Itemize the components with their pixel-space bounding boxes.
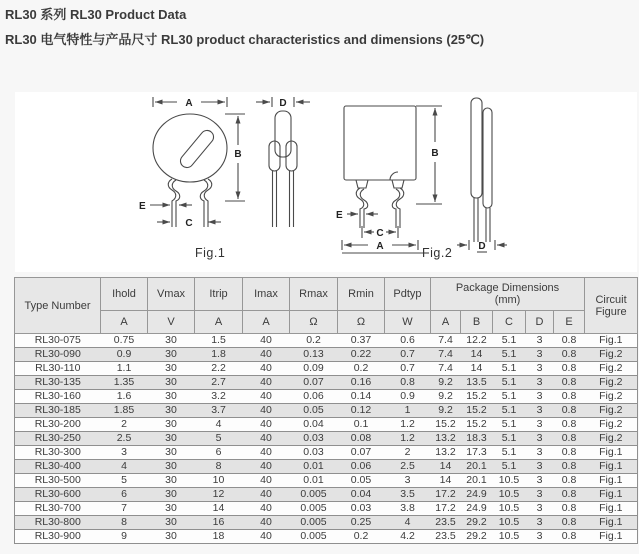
fig2-dim-c-label: C [376, 228, 384, 239]
pdtyp-cell: 3.8 [385, 502, 431, 516]
dim-e-cell: 0.8 [554, 334, 585, 348]
vmax-cell: 30 [148, 376, 195, 390]
ihold-cell: 1.35 [101, 376, 148, 390]
circuit-figure-line1: Circuit [595, 293, 627, 306]
fig2-dim-e [336, 210, 378, 221]
dim-c-cell: 10.5 [493, 502, 526, 516]
imax-cell: 40 [243, 362, 290, 376]
rmin-cell: 0.37 [338, 334, 385, 348]
itrip-cell: 3.2 [195, 390, 243, 404]
table-row [15, 516, 638, 530]
fig2-dim-d-label: D [478, 241, 486, 252]
vmax-cell: 30 [148, 474, 195, 488]
itrip-cell: 10 [195, 474, 243, 488]
type-number-cell: RL30-110 [15, 362, 101, 376]
rmin-cell: 0.12 [338, 404, 385, 418]
vmax-cell: 30 [148, 348, 195, 362]
col-header-vmax: Vmax [148, 278, 195, 311]
dim-c-cell: 5.1 [493, 418, 526, 432]
circuit-figure-cell: Fig.1 [585, 460, 638, 474]
dim-a-cell: 7.4 [431, 362, 461, 376]
itrip-cell: 1.5 [195, 334, 243, 348]
dim-b-cell: 29.2 [461, 530, 493, 544]
fig1-side-dim-d [256, 97, 310, 109]
dim-a-cell: 17.2 [431, 488, 461, 502]
dimension-drawings-panel [15, 92, 637, 272]
ihold-cell: 6 [101, 488, 148, 502]
vmax-cell: 30 [148, 488, 195, 502]
fig2-side-dim-d [457, 240, 507, 252]
dim-b-cell: 12.2 [461, 334, 493, 348]
imax-cell: 40 [243, 418, 290, 432]
table-row [15, 404, 638, 418]
page-title-line2: RL30 电气特性与产品尺寸 RL30 product characteristics and dimensions (25℃) [5, 32, 485, 47]
fig2-front-drawing [336, 92, 464, 256]
type-number-cell: RL30-600 [15, 488, 101, 502]
circuit-figure-line2: Figure [595, 305, 627, 318]
fig1-dim-e [139, 201, 192, 212]
pdtyp-cell: 0.7 [385, 348, 431, 362]
dim-e-cell: 0.8 [554, 432, 585, 446]
fig2-dim-b-label: B [431, 148, 439, 159]
table-row [15, 376, 638, 390]
rmin-cell: 0.1 [338, 418, 385, 432]
fig2-dim-a [342, 240, 424, 253]
circuit-figure-cell: Fig.1 [585, 530, 638, 544]
table-row [15, 488, 638, 502]
dim-d-cell: 3 [526, 460, 554, 474]
pdtyp-cell: 0.6 [385, 334, 431, 348]
dim-b-cell: 29.2 [461, 516, 493, 530]
type-number-cell: RL30-090 [15, 348, 101, 362]
pdtyp-cell: 0.7 [385, 362, 431, 376]
pdtyp-cell: 4 [385, 516, 431, 530]
circuit-figure-cell: Fig.2 [585, 432, 638, 446]
circuit-figure-cell: Fig.2 [585, 362, 638, 376]
imax-cell: 40 [243, 404, 290, 418]
rmax-cell: 0.03 [290, 446, 338, 460]
itrip-cell: 8 [195, 460, 243, 474]
fig2-dim-c [362, 226, 398, 239]
rmin-cell: 0.2 [338, 530, 385, 544]
imax-cell: 40 [243, 516, 290, 530]
dim-e-cell: 0.8 [554, 376, 585, 390]
table-row [15, 460, 638, 474]
dim-c-cell: 5.1 [493, 362, 526, 376]
imax-cell: 40 [243, 460, 290, 474]
fig2-side-drawing [457, 92, 515, 256]
pdtyp-cell: 2 [385, 446, 431, 460]
rmax-cell: 0.06 [290, 390, 338, 404]
dim-e-cell: 0.8 [554, 516, 585, 530]
fig1-caption: Fig.1 [195, 246, 226, 260]
dim-a-cell: 23.5 [431, 516, 461, 530]
table-row [15, 390, 638, 404]
package-dimensions-title: Package Dimensions [455, 282, 560, 294]
itrip-cell: 2.2 [195, 362, 243, 376]
rmax-cell: 0.01 [290, 460, 338, 474]
dim-e-cell: 0.8 [554, 488, 585, 502]
col-header-pdtyp: Pdtyp [385, 278, 431, 311]
itrip-cell: 4 [195, 418, 243, 432]
dim-e-cell: 0.8 [554, 446, 585, 460]
ihold-cell: 0.9 [101, 348, 148, 362]
col-header-rmax: Rmax [290, 278, 338, 311]
unit-ihold: A [101, 311, 148, 334]
fig1-body-slot [180, 130, 213, 167]
imax-cell: 40 [243, 446, 290, 460]
rmax-cell: 0.07 [290, 376, 338, 390]
vmax-cell: 30 [148, 530, 195, 544]
type-number-cell: RL30-900 [15, 530, 101, 544]
dim-d-cell: 3 [526, 418, 554, 432]
dim-a-cell: 9.2 [431, 390, 461, 404]
circuit-figure-cell: Fig.1 [585, 488, 638, 502]
dim-c-cell: 5.1 [493, 460, 526, 474]
rmin-cell: 0.07 [338, 446, 385, 460]
fig1-dim-d-label: D [279, 98, 287, 109]
dim-c-cell: 5.1 [493, 432, 526, 446]
type-number-cell: RL30-160 [15, 390, 101, 404]
dim-col-c: C [493, 311, 526, 334]
unit-pdtyp: W [385, 311, 431, 334]
type-number-cell: RL30-400 [15, 460, 101, 474]
dim-b-cell: 13.5 [461, 376, 493, 390]
rmin-cell: 0.22 [338, 348, 385, 362]
pdtyp-cell: 3 [385, 474, 431, 488]
dim-d-cell: 3 [526, 474, 554, 488]
ihold-cell: 9 [101, 530, 148, 544]
dim-b-cell: 15.2 [461, 418, 493, 432]
page-title-line1: RL30 系列 RL30 Product Data [5, 7, 187, 22]
rmin-cell: 0.05 [338, 474, 385, 488]
pdtyp-cell: 0.8 [385, 376, 431, 390]
dim-a-cell: 14 [431, 460, 461, 474]
circuit-figure-cell: Fig.2 [585, 348, 638, 362]
col-header-imax: Imax [243, 278, 290, 311]
circuit-figure-cell: Fig.1 [585, 502, 638, 516]
itrip-cell: 6 [195, 446, 243, 460]
rmax-cell: 0.005 [290, 516, 338, 530]
ihold-cell: 2 [101, 418, 148, 432]
rmin-cell: 0.2 [338, 362, 385, 376]
table-row [15, 348, 638, 362]
ihold-cell: 5 [101, 474, 148, 488]
dim-d-cell: 3 [526, 502, 554, 516]
itrip-cell: 5 [195, 432, 243, 446]
rmax-cell: 0.13 [290, 348, 338, 362]
rmin-cell: 0.04 [338, 488, 385, 502]
dim-e-cell: 0.8 [554, 348, 585, 362]
pdtyp-cell: 0.9 [385, 390, 431, 404]
fig2-dim-a-label: A [376, 241, 384, 252]
page-header [5, 7, 484, 48]
table-row [15, 446, 638, 460]
ihold-cell: 1.85 [101, 404, 148, 418]
ihold-cell: 8 [101, 516, 148, 530]
dim-c-cell: 5.1 [493, 446, 526, 460]
imax-cell: 40 [243, 376, 290, 390]
itrip-cell: 1.8 [195, 348, 243, 362]
imax-cell: 40 [243, 502, 290, 516]
ihold-cell: 1.6 [101, 390, 148, 404]
col-header-circuit-figure [585, 278, 638, 334]
circuit-figure-cell: Fig.1 [585, 474, 638, 488]
dim-b-cell: 14 [461, 348, 493, 362]
imax-cell: 40 [243, 390, 290, 404]
dim-d-cell: 3 [526, 488, 554, 502]
fig2-side-leads [474, 198, 490, 242]
dim-c-cell: 5.1 [493, 404, 526, 418]
dim-b-cell: 24.9 [461, 502, 493, 516]
dim-c-cell: 5.1 [493, 348, 526, 362]
table-row [15, 530, 638, 544]
rmin-cell: 0.03 [338, 502, 385, 516]
itrip-cell: 2.7 [195, 376, 243, 390]
type-number-cell: RL30-500 [15, 474, 101, 488]
itrip-cell: 14 [195, 502, 243, 516]
table-row [15, 362, 638, 376]
ihold-cell: 3 [101, 446, 148, 460]
dim-c-cell: 10.5 [493, 488, 526, 502]
dim-e-cell: 0.8 [554, 418, 585, 432]
dim-d-cell: 3 [526, 432, 554, 446]
dim-c-cell: 10.5 [493, 530, 526, 544]
rmax-cell: 0.04 [290, 418, 338, 432]
itrip-cell: 3.7 [195, 404, 243, 418]
ihold-cell: 1.1 [101, 362, 148, 376]
dim-d-cell: 3 [526, 516, 554, 530]
dim-b-cell: 20.1 [461, 460, 493, 474]
circuit-figure-cell: Fig.2 [585, 390, 638, 404]
unit-rmin: Ω [338, 311, 385, 334]
dim-b-cell: 24.9 [461, 488, 493, 502]
ihold-cell: 4 [101, 460, 148, 474]
pdtyp-cell: 1 [385, 404, 431, 418]
rmax-cell: 0.2 [290, 334, 338, 348]
col-header-itrip: Itrip [195, 278, 243, 311]
dim-d-cell: 3 [526, 390, 554, 404]
unit-rmax: Ω [290, 311, 338, 334]
package-dimensions-unit: (mm) [494, 294, 521, 306]
dim-e-cell: 0.8 [554, 530, 585, 544]
imax-cell: 40 [243, 348, 290, 362]
dim-d-cell: 3 [526, 334, 554, 348]
vmax-cell: 30 [148, 404, 195, 418]
dim-a-cell: 7.4 [431, 348, 461, 362]
circuit-figure-cell: Fig.1 [585, 446, 638, 460]
dim-col-e: E [554, 311, 585, 334]
col-header-type-number: Type Number [15, 278, 101, 334]
col-header-ihold: Ihold [101, 278, 148, 311]
vmax-cell: 30 [148, 390, 195, 404]
rmax-cell: 0.005 [290, 530, 338, 544]
pdtyp-cell: 4.2 [385, 530, 431, 544]
fig2-leads [356, 188, 404, 228]
pdtyp-cell: 2.5 [385, 460, 431, 474]
fig2-dim-b [416, 106, 442, 204]
fig1-dim-c [157, 218, 221, 229]
dim-a-cell: 13.2 [431, 432, 461, 446]
dim-c-cell: 5.1 [493, 334, 526, 348]
dim-b-cell: 15.2 [461, 404, 493, 418]
dim-c-cell: 10.5 [493, 516, 526, 530]
dim-b-cell: 18.3 [461, 432, 493, 446]
type-number-cell: RL30-800 [15, 516, 101, 530]
dim-d-cell: 3 [526, 530, 554, 544]
fig2-body [344, 106, 416, 188]
table-row [15, 418, 638, 432]
dim-c-cell: 5.1 [493, 376, 526, 390]
ihold-cell: 2.5 [101, 432, 148, 446]
dim-a-cell: 9.2 [431, 404, 461, 418]
fig1-dim-a-label: A [185, 98, 193, 109]
type-number-cell: RL30-300 [15, 446, 101, 460]
fig1-dim-b-label: B [234, 149, 242, 160]
imax-cell: 40 [243, 488, 290, 502]
dim-a-cell: 7.4 [431, 334, 461, 348]
col-header-rmin: Rmin [338, 278, 385, 311]
pdtyp-cell: 1.2 [385, 432, 431, 446]
rmax-cell: 0.005 [290, 488, 338, 502]
itrip-cell: 16 [195, 516, 243, 530]
vmax-cell: 30 [148, 502, 195, 516]
type-number-cell: RL30-185 [15, 404, 101, 418]
rmin-cell: 0.16 [338, 376, 385, 390]
fig1-front-drawing [137, 95, 252, 235]
dim-b-cell: 14 [461, 362, 493, 376]
rmax-cell: 0.01 [290, 474, 338, 488]
vmax-cell: 30 [148, 418, 195, 432]
type-number-cell: RL30-200 [15, 418, 101, 432]
type-number-cell: RL30-700 [15, 502, 101, 516]
rmax-cell: 0.05 [290, 404, 338, 418]
circuit-figure-cell: Fig.2 [585, 376, 638, 390]
imax-cell: 40 [243, 432, 290, 446]
rmin-cell: 0.06 [338, 460, 385, 474]
vmax-cell: 30 [148, 446, 195, 460]
rmin-cell: 0.25 [338, 516, 385, 530]
vmax-cell: 30 [148, 460, 195, 474]
fig1-dim-e-label: E [139, 201, 146, 212]
dim-a-cell: 17.2 [431, 502, 461, 516]
type-number-cell: RL30-250 [15, 432, 101, 446]
dim-d-cell: 3 [526, 446, 554, 460]
col-header-package-dimensions [431, 278, 585, 311]
table-row [15, 502, 638, 516]
table-header [15, 278, 638, 334]
dim-col-a: A [431, 311, 461, 334]
product-data-table [14, 277, 638, 544]
dim-e-cell: 0.8 [554, 460, 585, 474]
imax-cell: 40 [243, 474, 290, 488]
fig1-side-drawing [252, 95, 316, 235]
fig1-dim-b [225, 114, 245, 201]
dim-c-cell: 10.5 [493, 474, 526, 488]
dim-b-cell: 17.3 [461, 446, 493, 460]
vmax-cell: 30 [148, 334, 195, 348]
dim-e-cell: 0.8 [554, 362, 585, 376]
fig2-side-body [471, 98, 492, 208]
unit-imax: A [243, 311, 290, 334]
fig1-side-leads [273, 171, 294, 227]
dim-a-cell: 9.2 [431, 376, 461, 390]
rmax-cell: 0.03 [290, 432, 338, 446]
itrip-cell: 12 [195, 488, 243, 502]
vmax-cell: 30 [148, 516, 195, 530]
table-row [15, 334, 638, 348]
dim-e-cell: 0.8 [554, 390, 585, 404]
dim-c-cell: 5.1 [493, 390, 526, 404]
table-row [15, 432, 638, 446]
pdtyp-cell: 1.2 [385, 418, 431, 432]
table-row [15, 474, 638, 488]
fig1-body [153, 114, 227, 182]
dim-b-cell: 15.2 [461, 390, 493, 404]
dim-e-cell: 0.8 [554, 404, 585, 418]
itrip-cell: 18 [195, 530, 243, 544]
circuit-figure-cell: Fig.2 [585, 418, 638, 432]
rmin-cell: 0.14 [338, 390, 385, 404]
imax-cell: 40 [243, 334, 290, 348]
dim-d-cell: 3 [526, 348, 554, 362]
rmax-cell: 0.09 [290, 362, 338, 376]
type-number-cell: RL30-075 [15, 334, 101, 348]
dim-col-d: D [526, 311, 554, 334]
fig1-dim-c-label: C [185, 218, 193, 229]
vmax-cell: 30 [148, 432, 195, 446]
circuit-figure-cell: Fig.1 [585, 516, 638, 530]
fig2-dim-e-label: E [336, 210, 343, 221]
dim-a-cell: 14 [431, 474, 461, 488]
type-number-cell: RL30-135 [15, 376, 101, 390]
dim-e-cell: 0.8 [554, 502, 585, 516]
pdtyp-cell: 3.5 [385, 488, 431, 502]
circuit-figure-cell: Fig.1 [585, 334, 638, 348]
fig1-dim-a [153, 97, 227, 109]
dim-b-cell: 20.1 [461, 474, 493, 488]
unit-itrip: A [195, 311, 243, 334]
rmin-cell: 0.08 [338, 432, 385, 446]
ihold-cell: 0.75 [101, 334, 148, 348]
dim-d-cell: 3 [526, 404, 554, 418]
dim-d-cell: 3 [526, 376, 554, 390]
dim-a-cell: 15.2 [431, 418, 461, 432]
vmax-cell: 30 [148, 362, 195, 376]
dim-d-cell: 3 [526, 362, 554, 376]
ihold-cell: 7 [101, 502, 148, 516]
imax-cell: 40 [243, 530, 290, 544]
dim-a-cell: 23.5 [431, 530, 461, 544]
fig2-caption: Fig.2 [422, 246, 453, 260]
unit-vmax: V [148, 311, 195, 334]
fig1-side-body [269, 111, 297, 171]
table-body [15, 334, 638, 544]
rmax-cell: 0.005 [290, 502, 338, 516]
circuit-figure-cell: Fig.2 [585, 404, 638, 418]
dim-col-b: B [461, 311, 493, 334]
dim-a-cell: 13.2 [431, 446, 461, 460]
dim-e-cell: 0.8 [554, 474, 585, 488]
